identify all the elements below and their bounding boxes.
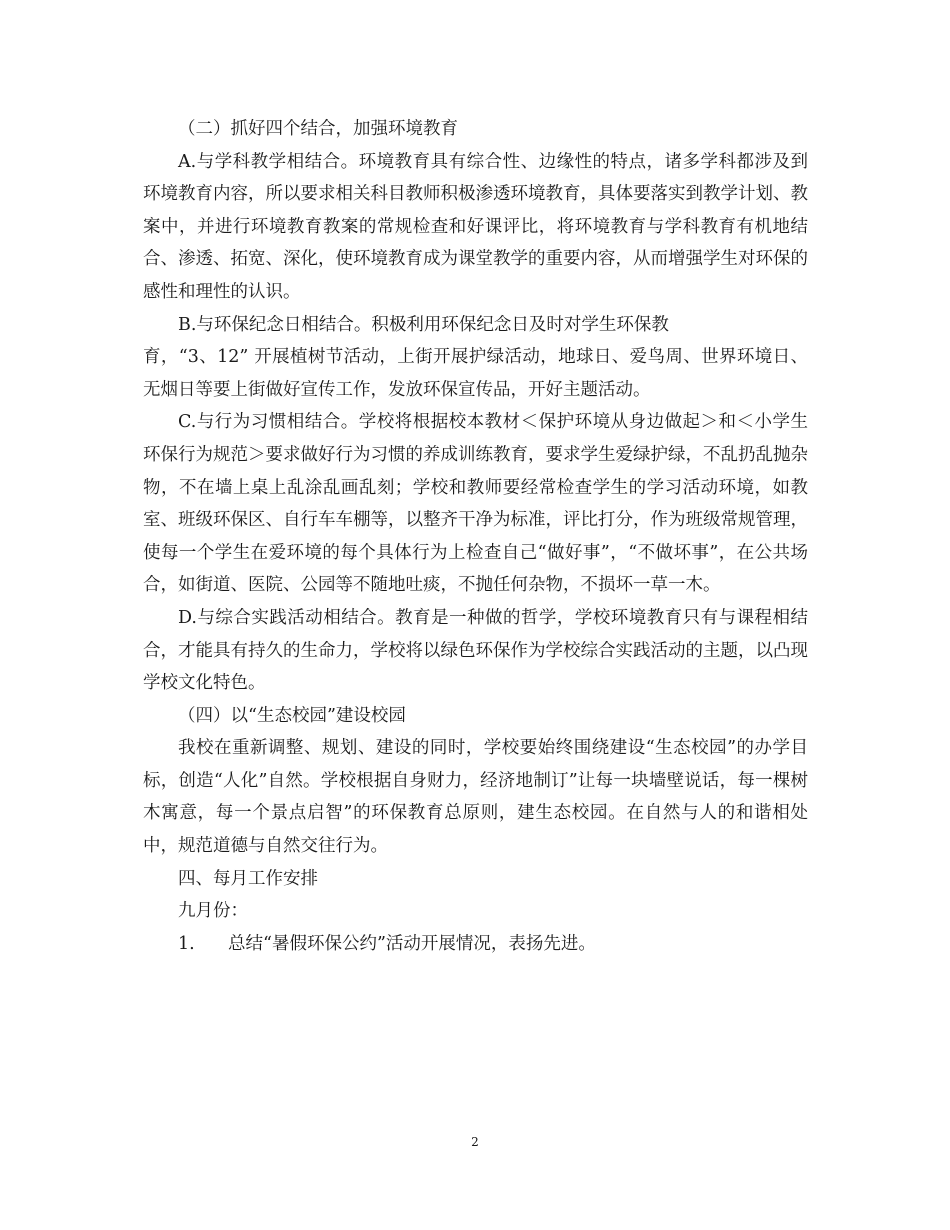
month-label-september: 九月份：: [178, 901, 248, 922]
paragraph-item-c: C.与行为习惯相结合。学校将根据校本教材＜保护环境从身边做起＞和＜小学生环保行为规范＞要求做好行为习惯的养成训练教育，要求学生爱绿护绿，不乱扔乱抛杂物，不在墙上桌上乱涂乱画乱刻；学校和教师要经常检查学生的学习活动环境，如教室、班级环保区、自行车车棚等，以整齐干净为标准，评比打分，作为班级常规管理，使每一个学生在爱环境的每个具体行为上检查自己“做好事”，“不做坏事”，在公共场合，如街道、医院、公园等不随地吐痰，不抛任何杂物，不损坏一草一木。: [143, 412, 808, 596]
page-number: 2: [471, 1135, 479, 1149]
paragraph-item-d: D.与综合实践活动相结合。教育是一种做的哲学，学校环境教育只有与课程相结合，才能具有持久的生命力，学校将以绿色环保作为学校综合实践活动的主题，以凸现学校文化特色。: [143, 607, 808, 694]
list-item-text: 总结“暑假环保公约”活动开展情况，表扬先进。: [228, 933, 596, 954]
paragraph-item-a: A.与学科教学相结合。环境教育具有综合性、边缘性的特点，诸多学科都涉及到环境教育内容，所以要求相关科目教师积极渗透环境教育，具体要落实到教学计划、教案中，并进行环境教育教案的常规检查和好课评比，将环境教育与学科教育有机地结合、渗透、拓宽、深化，使环境教育成为课堂教学的重要内容，从而增强学生对环保的感性和理性的认识。: [143, 151, 808, 302]
paragraph-eco-campus: 我校在重新调整、规划、建设的同时，学校要始终围绕建设“生态校园”的办学目标，创造“人化”自然。学校根据自身财力，经济地制订”让每一块墙壁说话，每一棵树木寓意，每一个景点启智”的环保教育总原则，建生态校园。在自然与人的和谐相处中，规范道德与自然交往行为。: [143, 738, 808, 857]
monthly-schedule-heading: 四、每月工作安排: [178, 868, 318, 889]
section-four-heading: （四）以“生态校园”建设校园: [178, 705, 406, 726]
paragraph-item-b-first-line: B.与环保纪念日相结合。积极利用环保纪念日及时对学生环保教: [178, 314, 669, 335]
list-item-number: 1.: [178, 933, 195, 954]
document-body: [143, 113, 808, 960]
section-two-heading: （二）抓好四个结合，加强环境教育: [178, 119, 458, 139]
list-item: [143, 928, 808, 961]
paragraph-item-b-continued: 育，“3、12” 开展植树节活动，上街开展护绿活动，地球日、爱鸟周、世界环境日、无烟日等要上街做好宣传工作，发放环保宣传品，开好主题活动。: [143, 347, 808, 400]
